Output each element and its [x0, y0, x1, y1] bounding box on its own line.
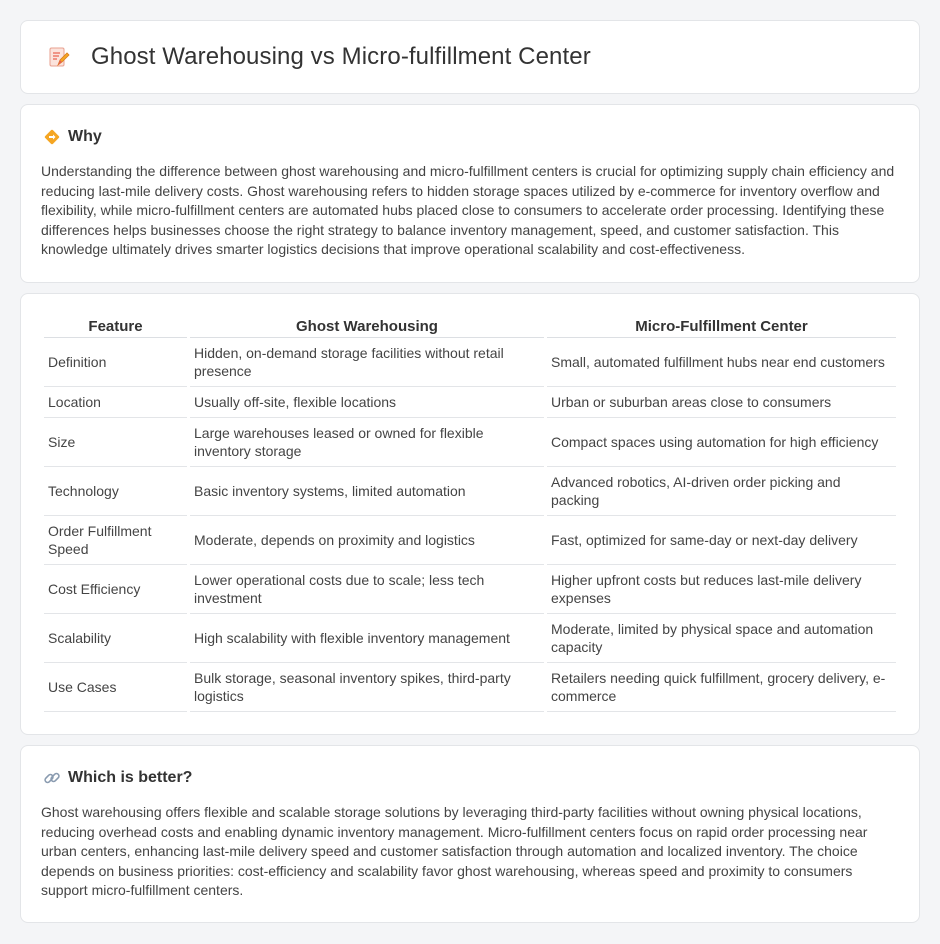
which-is-better-section	[20, 745, 920, 923]
feature-cell: Technology	[44, 467, 187, 516]
micro-fulfillment-cell: Small, automated fulfillment hubs near end customers	[547, 338, 896, 387]
why-body: Understanding the difference between ghost warehousing and micro-fulfillment centers is crucial for optimizing supply chain efficiency and reducing last-mile delivery costs. Ghost warehousing refers to hidden storage spaces utilized by e-commerce for inventory overflow and flexibility, while micro-fulfillment centers are automated hubs placed close to consumers to accelerate order processing. Identifying these differences helps businesses choose the right strategy to balance inventory management, speed, and customer satisfaction. This knowledge ultimately drives smarter logistics decisions that improve operational scalability and cost-effectiveness.	[41, 163, 895, 258]
comparison-table-card	[20, 293, 920, 735]
table-row	[44, 614, 896, 663]
ghost-warehousing-cell: Large warehouses leased or owned for flexible inventory storage	[190, 418, 544, 467]
micro-fulfillment-cell: Urban or suburban areas close to consumers	[547, 387, 896, 418]
micro-fulfillment-cell: Compact spaces using automation for high efficiency	[547, 418, 896, 467]
micro-fulfillment-cell: Retailers needing quick fulfillment, grocery delivery, e-commerce	[547, 663, 896, 712]
table-row	[44, 663, 896, 712]
micro-fulfillment-cell: Moderate, limited by physical space and automation capacity	[547, 614, 896, 663]
ghost-warehousing-cell: Basic inventory systems, limited automation	[190, 467, 544, 516]
why-section	[20, 104, 920, 283]
table-row	[44, 338, 896, 387]
link-icon	[43, 769, 61, 787]
ghost-warehousing-cell: Bulk storage, seasonal inventory spikes, third-party logistics	[190, 663, 544, 712]
title-card	[20, 20, 920, 94]
feature-cell: Scalability	[44, 614, 187, 663]
table-row	[44, 387, 896, 418]
table-row	[44, 516, 896, 565]
ghost-warehousing-cell: Hidden, on-demand storage facilities without retail presence	[190, 338, 544, 387]
feature-cell: Use Cases	[44, 663, 187, 712]
which-is-better-body: Ghost warehousing offers flexible and scalable storage solutions by leveraging third-party facilities without owning physical locations, reducing overhead costs and enabling dynamic inventory management. Micro-fulfillment centers focus on rapid order processing near urban centers, enhancing last-mile delivery speed and customer satisfaction through automation and localized inventory. The choice depends on business priorities: cost-efficiency and scalability favor ghost warehousing, whereas speed and proximity to consumers support micro-fulfillment centers.	[41, 804, 868, 899]
ghost-warehousing-cell: Lower operational costs due to scale; less tech investment	[190, 565, 544, 614]
diamond-arrow-icon	[43, 128, 61, 146]
table-header-row	[44, 316, 896, 338]
micro-fulfillment-cell: Fast, optimized for same-day or next-day delivery	[547, 516, 896, 565]
table-row	[44, 418, 896, 467]
micro-fulfillment-cell: Advanced robotics, AI-driven order picking and packing	[547, 467, 896, 516]
ghost-warehousing-cell: Moderate, depends on proximity and logistics	[190, 516, 544, 565]
why-heading: Why	[68, 127, 102, 145]
header-feature: Feature	[44, 316, 187, 338]
ghost-warehousing-cell: Usually off-site, flexible locations	[190, 387, 544, 418]
pencil-document-icon	[47, 45, 71, 69]
comparison-table	[41, 316, 899, 712]
feature-cell: Location	[44, 387, 187, 418]
ghost-warehousing-cell: High scalability with flexible inventory management	[190, 614, 544, 663]
feature-cell: Order Fulfillment Speed	[44, 516, 187, 565]
feature-cell: Definition	[44, 338, 187, 387]
micro-fulfillment-cell: Higher upfront costs but reduces last-mile delivery expenses	[547, 565, 896, 614]
page-title: Ghost Warehousing vs Micro-fulfillment Center	[91, 43, 591, 70]
which-is-better-heading: Which is better?	[68, 768, 193, 786]
table-row	[44, 467, 896, 516]
table-row	[44, 565, 896, 614]
header-ghost-warehousing: Ghost Warehousing	[190, 316, 544, 338]
header-micro-fulfillment: Micro-Fulfillment Center	[547, 316, 896, 338]
feature-cell: Size	[44, 418, 187, 467]
feature-cell: Cost Efficiency	[44, 565, 187, 614]
